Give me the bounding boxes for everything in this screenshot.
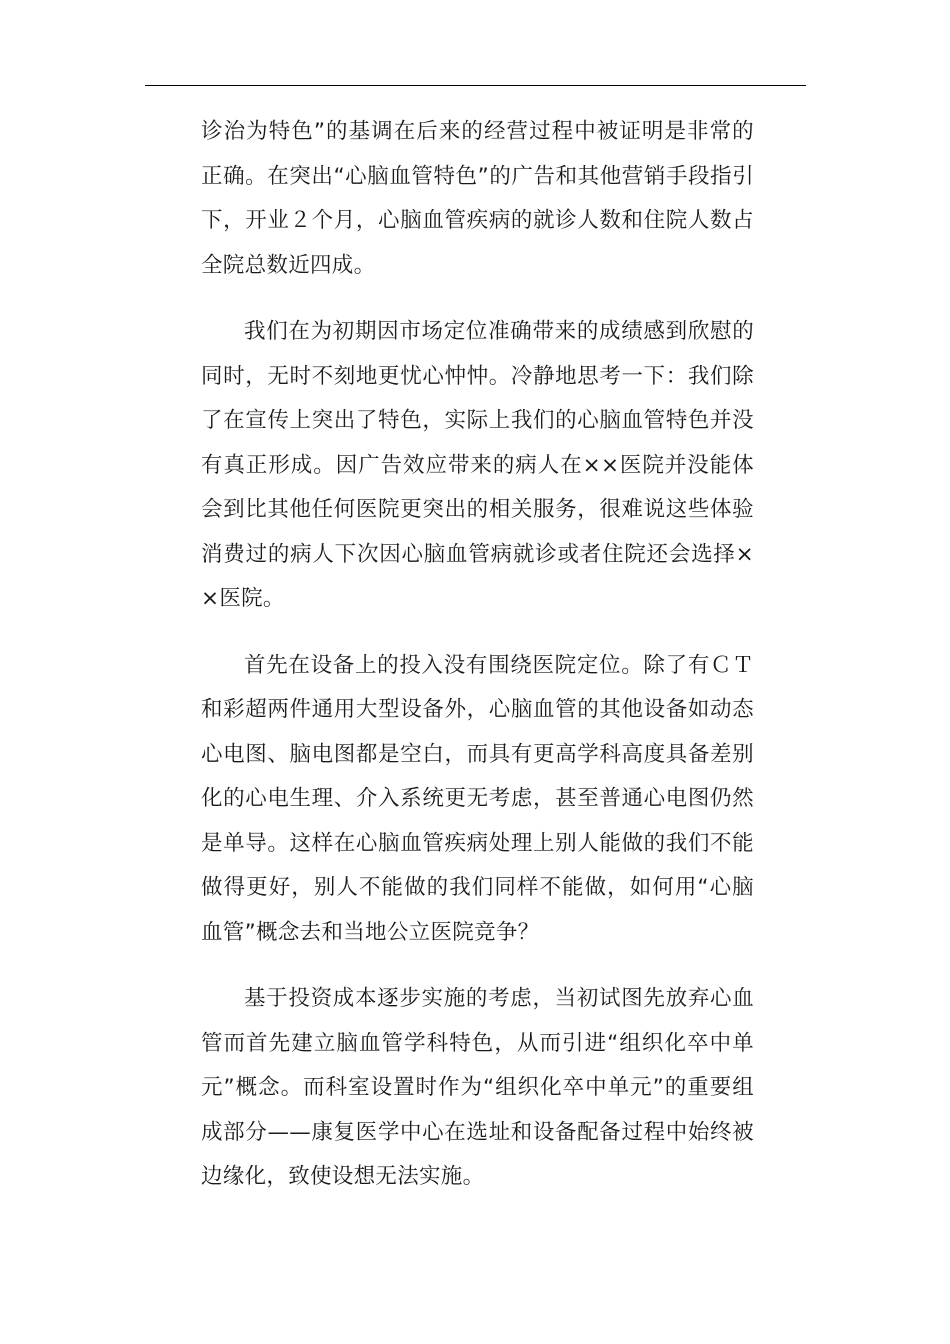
header-rule [145,85,806,86]
document-body [201,110,754,1200]
paragraph-1: 诊治为特色”的基调在后来的经营过程中被证明是非常的正确。在突出“心脑血管特色”的广告和其他营销手段指引下，开业２个月，心脑血管疾病的就诊人数和住院人数占全院总数近四成。 [201,119,754,278]
paragraph-4: 基于投资成本逐步实施的考虑，当初试图先放弃心血管而首先建立脑血管学科特色，从而引进“组织化卒中单元”概念。而科室设置时作为“组织化卒中单元”的重要组成部分——康复医学中心在选址和设备配备过程中始终被边缘化，致使设想无法实施。 [201,986,754,1189]
paragraph-3: 首先在设备上的投入没有围绕医院定位。除了有ＣＴ和彩超两件通用大型设备外，心脑血管的其他设备如动态心电图、脑电图都是空白，而具有更高学科高度具备差别化的心电生理、介入系统更无考虑，甚至普通心电图仍然是单导。这样在心脑血管疾病处理上别人能做的我们不能做得更好，别人不能做的我们同样不能做，如何用“心脑血管”概念去和当地公立医院竞争？ [201,652,754,945]
paragraph-2: 我们在为初期因市场定位准确带来的成绩感到欣慰的同时，无时不刻地更忧心忡忡。冷静地思考一下：我们除了在宣传上突出了特色，实际上我们的心脑血管特色并没有真正形成。因广告效应带来的病人在××医院并没能体会到比其他任何医院更突出的相关服务，很难说这些体验消费过的病人下次因心脑血管病就诊或者住院还会选择××医院。 [201,319,754,611]
